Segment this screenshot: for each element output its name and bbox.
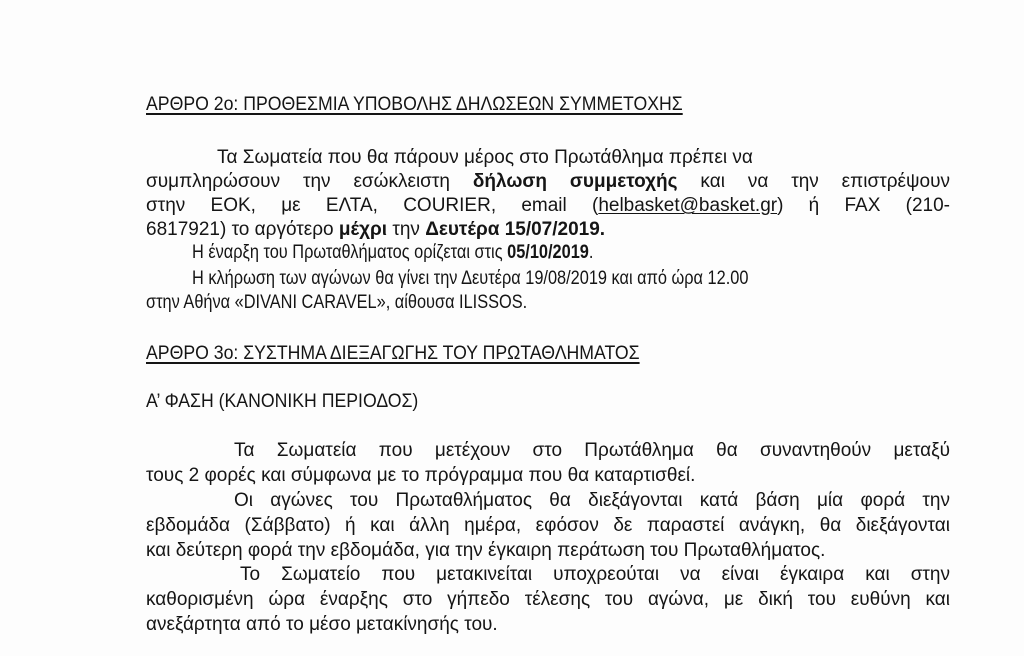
bold-text: μέχρι: [338, 219, 388, 240]
article-3-para-2-line-3: και δεύτερη φορά την εβδομάδα, για την έγκαιρη περάτωση του Πρωταθλήματος.: [146, 540, 826, 561]
article-2-para-3-line-2: στην Αθήνα «DIVANI CARAVEL», αίθουσα ILISSOS.: [146, 292, 528, 313]
text: Η έναρξη του Πρωταθλήματος ορίζεται στις: [192, 242, 508, 263]
article-3-para-3-line-1: Το Σωματείο που μετακινείται υποχρεούται να είναι έγκαιρα και στην: [240, 564, 950, 585]
article-3-para-2-line-2: εβδομάδα (Σάββατο) ή και άλλη ημέρα, εφόσον δε παραστεί ανάγκη, θα διεξάγονται: [146, 515, 950, 536]
article-3-para-1-line-2: τους 2 φορές και σύμφωνα με το πρόγραμμα που θα καταρτισθεί.: [146, 465, 696, 486]
article-2-para-3-line-1: Η κλήρωση των αγώνων θα γίνει την Δευτέρα 19/08/2019 και από ώρα 12.00: [192, 268, 749, 289]
text: συμπληρώσουν την εσώκλειστη: [146, 171, 473, 192]
email-link[interactable]: helbasket@basket.gr: [598, 195, 778, 216]
article-2-para-1-line-2: [146, 171, 950, 193]
article-2-para-1-line-1: Τα Σωματεία που θα πάρουν μέρος στο Πρωτάθλημα πρέπει να: [217, 147, 753, 168]
article-2-heading: ΑΡΘΡΟ 2ο: ΠΡΟΘΕΣΜΙΑ ΥΠΟΒΟΛΗΣ ΔΗΛΩΣΕΩΝ ΣΥΜΜΕΤΟΧΗΣ: [146, 94, 683, 115]
article-3-heading: ΑΡΘΡΟ 3ο: ΣΥΣΤΗΜΑ ΔΙΕΞΑΓΩΓΗΣ ΤΟΥ ΠΡΩΤΑΘΛΗΜΑΤΟΣ: [146, 343, 640, 364]
deadline-date: Δευτέρα 15/07/2019.: [425, 219, 606, 240]
text: και να την επιστρέψουν: [677, 171, 950, 192]
phase-a-heading: Α’ ΦΑΣΗ (ΚΑΝΟΝΙΚΗ ΠΕΡΙΟΔΟΣ): [146, 391, 419, 412]
bold-text: δήλωση συμμετοχής: [472, 171, 678, 192]
article-2-para-1-line-4: [146, 219, 605, 241]
text: ) ή FAX (210-: [777, 195, 950, 216]
text: την: [387, 219, 426, 240]
article-3-para-1-line-1: Τα Σωματεία που μετέχουν στο Πρωτάθλημα θα συναντηθούν μεταξύ: [234, 440, 950, 461]
article-3-para-2-line-1: Οι αγώνες του Πρωταθλήματος θα διεξάγονται κατά βάση μία φορά την: [234, 490, 950, 511]
text: στην ΕΟΚ, με ΕΛΤΑ, COURIER, email (: [146, 195, 599, 216]
article-2-para-2: [192, 242, 593, 264]
article-3-para-3-line-2: καθορισμένη ώρα έναρξης στο γήπεδο τέλεσης του αγώνα, με δική του ευθύνη και: [146, 589, 950, 610]
text: .: [588, 242, 594, 263]
article-2-para-1-line-3: [146, 195, 950, 217]
article-3-para-3-line-3: ανεξάρτητα από το μέσο μετακίνησής του.: [146, 614, 498, 635]
text: 6817921) το αργότερο: [146, 219, 339, 240]
start-date: 05/10/2019: [507, 242, 589, 263]
